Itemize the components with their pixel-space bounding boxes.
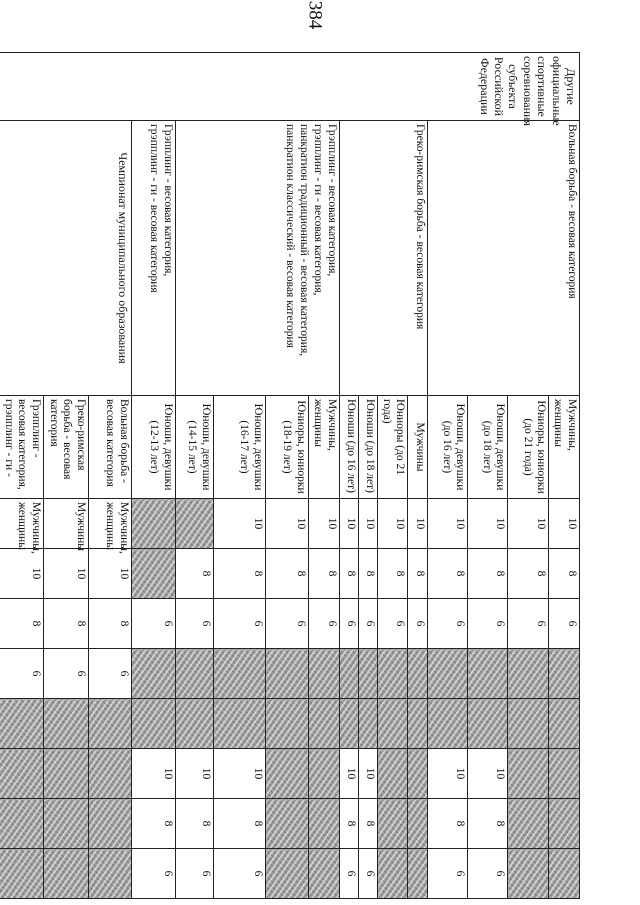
value-cell: 6 [132,599,176,649]
value-cell: 8 [176,549,214,599]
value-cell: 10 [468,499,508,549]
value-cell: 8 [468,799,508,849]
shaded-cell [0,749,44,799]
discipline-freestyle-municipal: Вольная борьба - весовая категория [89,396,132,499]
value-cell: 6 [176,849,214,899]
shaded-cell [408,649,428,699]
value-cell: 6 [377,599,408,649]
value-cell: 8 [339,799,358,849]
shaded-cell [549,749,580,799]
group-label: Мужчины, женщины [89,499,132,549]
table-row [408,53,428,899]
shaded-cell [377,699,408,749]
value-cell: 10 [132,749,176,799]
shaded-cell [428,699,468,749]
value-cell: 10 [266,499,309,549]
value-cell: 6 [339,849,358,899]
value-cell: 8 [309,549,340,599]
value-cell: 10 [468,749,508,799]
page-number: 384 [304,0,326,30]
group-label: Юниоры, юниорки (18-19 лет) [266,396,309,499]
shaded-cell [549,699,580,749]
value-cell: 10 [339,499,358,549]
shaded-cell [266,749,309,799]
value-cell: 10 [339,749,358,799]
shaded-cell [89,849,132,899]
shaded-cell [468,699,508,749]
value-cell: 6 [508,599,549,649]
group-label: Мужчины, женщины [549,396,580,499]
shaded-cell [44,849,89,899]
value-cell: 10 [358,749,377,799]
value-cell: 6 [89,649,132,699]
group-label: Юноши (до 16 лет) [339,396,358,499]
discipline-line: грэпплинг - ги - [2,399,15,477]
rotated-content [2,52,580,898]
value-cell: 10 [309,499,340,549]
value-cell: 6 [358,849,377,899]
shaded-cell [377,849,408,899]
shaded-cell [214,649,266,699]
rotated-page [2,52,580,898]
value-cell: 6 [44,649,89,699]
value-cell: 8 [266,549,309,599]
table-row [549,53,580,899]
shaded-cell [549,849,580,899]
value-cell: 8 [0,599,44,649]
value-cell: 6 [339,599,358,649]
value-cell: 8 [358,549,377,599]
value-cell: 6 [266,599,309,649]
shaded-cell [309,649,340,699]
group-label: Мужчины, женщины [0,499,44,549]
value-cell: 6 [214,599,266,649]
shaded-cell [339,699,358,749]
shaded-cell [309,749,340,799]
value-cell: 6 [358,599,377,649]
group-label: Мужчины [408,396,428,499]
shaded-cell [377,799,408,849]
shaded-cell [508,849,549,899]
value-cell: 8 [468,549,508,599]
shaded-cell [176,649,214,699]
value-cell: 8 [339,549,358,599]
shaded-cell [176,699,214,749]
value-cell: 10 [214,749,266,799]
shaded-cell [339,649,358,699]
section-other-label: Другие официальные спортивные соревнования субъекта Российской Федерации [0,53,580,121]
discipline-grappling [132,121,176,396]
shaded-cell [358,699,377,749]
discipline-line: панкратион классический - весовая категория [284,124,297,348]
discipline-freestyle: Вольная борьба - весовая категория [428,121,580,396]
shaded-cell [132,699,176,749]
shaded-cell [0,699,44,749]
value-cell: 10 [214,499,266,549]
value-cell: 10 [358,499,377,549]
value-cell: 6 [309,599,340,649]
value-cell: 6 [0,649,44,699]
category-table [0,52,580,899]
group-label: Юниоры (до 21 года) [377,396,408,499]
table-row [132,53,176,899]
value-cell: 8 [549,549,580,599]
value-cell: 6 [428,849,468,899]
shaded-cell [408,849,428,899]
shaded-cell [508,699,549,749]
discipline-line: Грэпплинг - весовая категория, [162,124,175,277]
value-cell: 10 [0,549,44,599]
shaded-cell [132,649,176,699]
value-cell: 10 [549,499,580,549]
value-cell: 8 [377,549,408,599]
value-cell: 8 [358,799,377,849]
shaded-cell [214,699,266,749]
group-label: Юноши, девушки (до 18 лет) [468,396,508,499]
value-cell: 10 [408,499,428,549]
section-municipal-label: Чемпионат муниципального образования [0,121,132,396]
discipline-greco: Греко-римская борьба - весовая категория [339,121,428,396]
group-label: Юноши (до 18 лет) [358,396,377,499]
group-label: Юноши, девушки (до 16 лет) [428,396,468,499]
value-cell: 8 [428,549,468,599]
shaded-cell [132,499,176,549]
shaded-cell [377,749,408,799]
shaded-cell [132,549,176,599]
value-cell: 6 [214,849,266,899]
shaded-cell [44,799,89,849]
shaded-cell [309,699,340,749]
shaded-cell [508,749,549,799]
value-cell: 6 [408,599,428,649]
shaded-cell [44,749,89,799]
value-cell: 8 [214,549,266,599]
value-cell: 10 [377,499,408,549]
value-cell: 8 [508,549,549,599]
shaded-cell [549,799,580,849]
shaded-cell [266,849,309,899]
value-cell: 6 [428,599,468,649]
table-row [309,53,340,899]
shaded-cell [408,749,428,799]
shaded-cell [89,799,132,849]
shaded-cell [0,799,44,849]
shaded-cell [309,849,340,899]
table-row [89,53,132,899]
value-cell: 8 [214,799,266,849]
shaded-cell [176,499,214,549]
value-cell: 8 [89,599,132,649]
value-cell: 6 [176,599,214,649]
discipline-grappling-pankration [176,121,340,396]
discipline-line: Грэпплинг - весовая категория, [325,124,338,277]
value-cell: 10 [428,749,468,799]
value-cell: 10 [44,549,89,599]
shaded-cell [408,699,428,749]
shaded-cell [89,749,132,799]
discipline-line: Грэпплинг - весовая категория, [16,399,43,490]
shaded-cell [468,649,508,699]
value-cell: 10 [89,549,132,599]
shaded-cell [428,649,468,699]
discipline-line: панкратион традиционный - весовая категория, [298,124,311,357]
value-cell: 6 [132,849,176,899]
value-cell: 8 [44,599,89,649]
value-cell: 8 [428,799,468,849]
discipline-line: грэпплинг - ги - весовая категория [148,124,161,293]
value-cell: 8 [408,549,428,599]
group-label: Мужчины, женщины [309,396,340,499]
shaded-cell [0,849,44,899]
discipline-line: грэпплинг - ги - весовая категория, [312,124,325,296]
value-cell: 8 [176,799,214,849]
shaded-cell [89,699,132,749]
value-cell: 8 [132,799,176,849]
shaded-cell [266,699,309,749]
value-cell: 10 [508,499,549,549]
value-cell: 6 [468,849,508,899]
shaded-cell [44,699,89,749]
shaded-cell [309,799,340,849]
shaded-cell [508,649,549,699]
group-label: Юноши, девушки (16-17 лет) [214,396,266,499]
shaded-cell [358,649,377,699]
group-label: Юноши, девушки (14-15 лет) [176,396,214,499]
discipline-grappling-municipal [0,396,44,499]
shaded-cell [377,649,408,699]
shaded-cell [508,799,549,849]
shaded-cell [266,649,309,699]
value-cell: 6 [468,599,508,649]
discipline-greco-municipal: Греко-римская борьба - весовая категория [44,396,89,499]
value-cell: 6 [549,599,580,649]
group-label: Юниоры, юниорки (до 21 года) [508,396,549,499]
value-cell: 10 [428,499,468,549]
shaded-cell [266,799,309,849]
shaded-cell [549,649,580,699]
value-cell: 10 [176,749,214,799]
shaded-cell [408,799,428,849]
group-label: Юноши, девушки (12-13 лет) [132,396,176,499]
group-label: Мужчины [44,499,89,549]
